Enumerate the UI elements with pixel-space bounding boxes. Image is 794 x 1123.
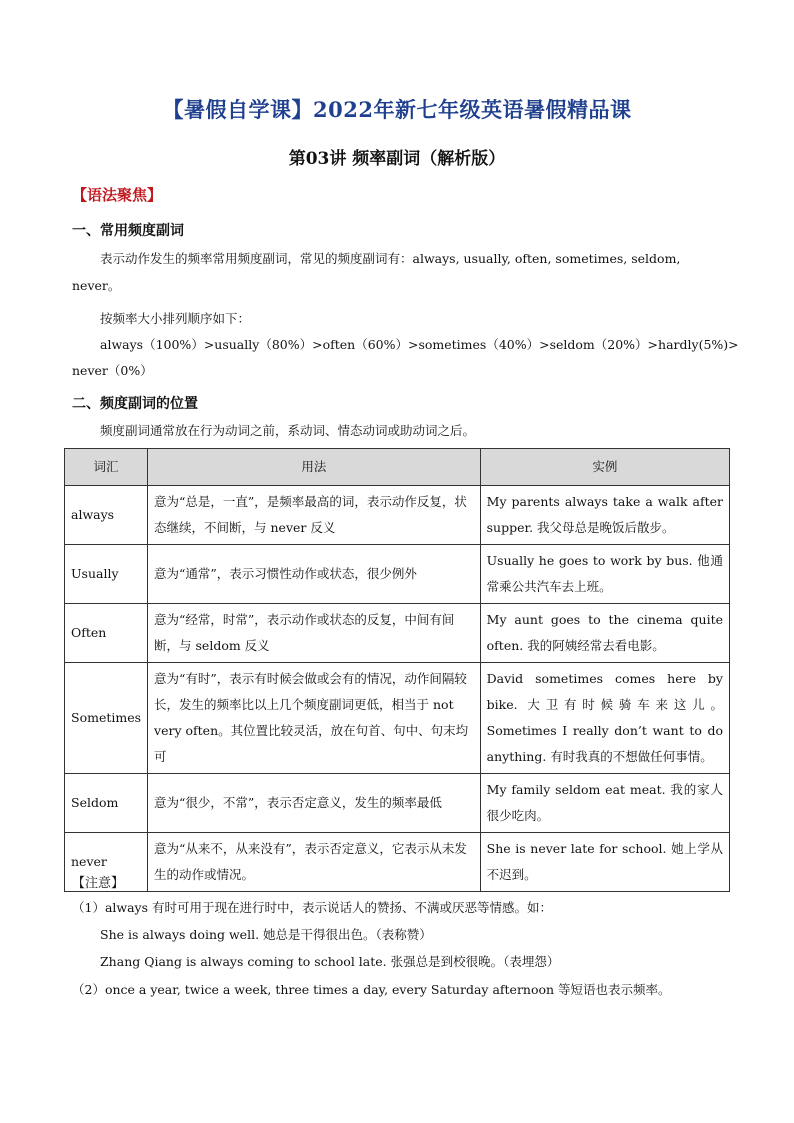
- table-row: [65, 833, 730, 892]
- table-cell-usage: 意为“有时”，表示有时候会做或会有的情况，动作间隔较长，发生的频率比以上几个频度副词更低，相当于 not very often。其位置比较灵活，放在句首、句中、句末均可: [148, 663, 481, 774]
- frequency-order-line1: always（100%）>usually（80%）>often（60%）>sometimes（40%）>seldom（20%）>hardly(5%)>: [100, 337, 739, 352]
- table-cell-example: She is never late for school. 她上学从不迟到。: [480, 833, 729, 892]
- part1-para2: 按频率大小排列顺序如下：: [100, 311, 251, 326]
- part1-para1-line1: 表示动作发生的频率常用频度副词，常见的频度副词有：always, usually, often, sometimes, seldom,: [100, 251, 681, 266]
- table-cell-usage: 意为“很少，不常”，表示否定意义，发生的频率最低: [148, 774, 481, 833]
- note-label: 【注意】: [72, 876, 125, 891]
- table-row: [65, 545, 730, 604]
- table-cell-example: My parents always take a walk after supper. 我父母总是晚饭后散步。: [480, 486, 729, 545]
- note-example-1: She is always doing well. 她总是干得很出色。（表称赞）: [100, 927, 432, 942]
- table-cell-example: David sometimes comes here by bike. 大卫有时候骑车来这儿。 Sometimes I really don’t want to do anything. 有时我真的不想做任何事情。: [480, 663, 729, 774]
- document-title: 【暑假自学课】2022年新七年级英语暑假精品课: [162, 97, 632, 122]
- table-cell-word: always: [65, 486, 148, 545]
- table-cell-usage: 意为“经常，时常”，表示动作或状态的反复，中间有间断，与 seldom 反义: [148, 604, 481, 663]
- document-subtitle: 第03讲 频率副词（解析版）: [288, 149, 506, 169]
- note-item-1: （1）always 有时可用于现在进行时中，表示说话人的赞扬、不满或厌恶等情感。如：: [72, 900, 553, 915]
- table-cell-word: Sometimes: [65, 663, 148, 774]
- part1-heading: 一、常用频度副词: [72, 223, 184, 239]
- table-cell-example: Usually he goes to work by bus. 他通常乘公共汽车去上班。: [480, 545, 729, 604]
- table-row: [65, 663, 730, 774]
- part1-para1-line2: never。: [72, 278, 121, 293]
- part2-heading: 二、频度副词的位置: [72, 396, 198, 412]
- part2-para: 频度副词通常放在行为动词之前，系动词、情态动词或助动词之后。: [100, 423, 476, 438]
- table-cell-usage: 意为“通常”，表示习惯性动作或状态，很少例外: [148, 545, 481, 604]
- table-cell-example: My aunt goes to the cinema quite often. 我的阿姨经常去看电影。: [480, 604, 729, 663]
- table-cell-word: Usually: [65, 545, 148, 604]
- table-cell-example: My family seldom eat meat. 我的家人很少吃肉。: [480, 774, 729, 833]
- table-cell-word: Seldom: [65, 774, 148, 833]
- section-tag: 【语法聚焦】: [72, 186, 163, 204]
- table-cell-usage: 意为“总是，一直”，是频率最高的词，表示动作反复，状态继续，不间断，与 never 反义: [148, 486, 481, 545]
- table-header-row: [65, 449, 730, 486]
- table-row: [65, 486, 730, 545]
- table-cell-usage: 意为“从来不，从来没有”，表示否定意义，它表示从未发生的动作或情况。: [148, 833, 481, 892]
- table-row: [65, 604, 730, 663]
- table-cell-word: Often: [65, 604, 148, 663]
- frequency-order-line2: never（0%）: [72, 363, 153, 378]
- table-header-word: 词汇: [65, 449, 148, 486]
- table-header-usage: 用法: [148, 449, 481, 486]
- adverb-table: [64, 448, 730, 892]
- note-example-2: Zhang Qiang is always coming to school late. 张强总是到校很晚。（表埋怨）: [100, 954, 560, 969]
- table-cell-word: never: [65, 833, 148, 892]
- note-item-2: （2）once a year, twice a week, three times a day, every Saturday afternoon 等短语也表示频率。: [72, 982, 671, 997]
- table-header-example: 实例: [480, 449, 729, 486]
- table-row: [65, 774, 730, 833]
